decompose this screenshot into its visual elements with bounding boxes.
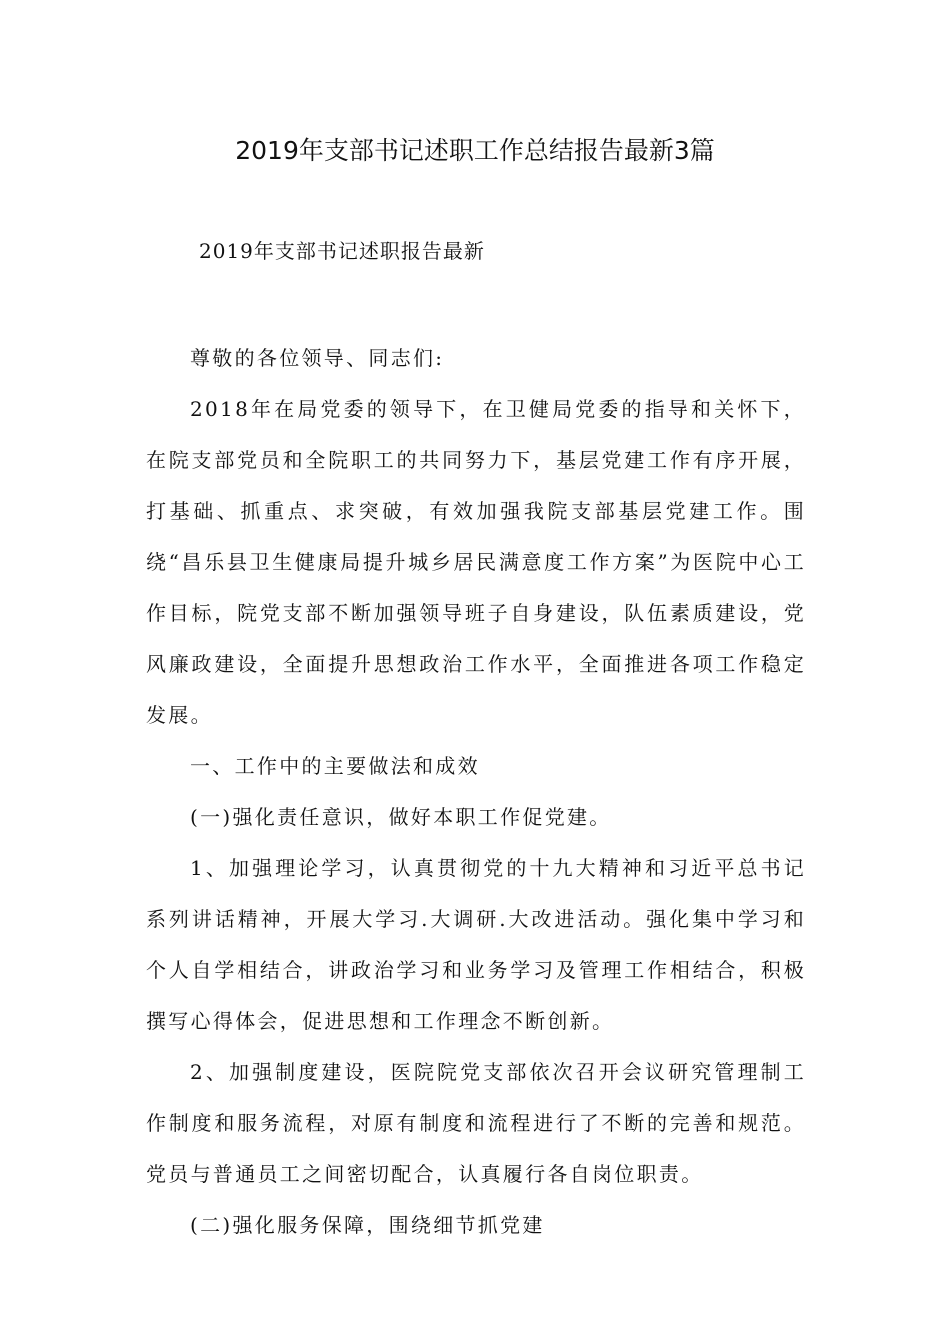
intro-paragraph: 2018年在局党委的领导下，在卫健局党委的指导和关怀下，在院支部党员和全院职工的共同努力下，基层党建工作有序开展，打基础、抓重点、求突破，有效加强我院支部基层党建工作。围绕“昌乐县卫生健康局提升城乡居民满意度工作方案”为医院中心工作目标，院党支部不断加强领导班子自身建设，队伍素质建设，党风廉政建设，全面提升思想政治工作水平，全面推进各项工作稳定发展。 — [146, 397, 806, 727]
body-paragraph: 1、加强理论学习，认真贯彻党的十九大精神和习近平总书记系列讲话精神，开展大学习.大调研.大改进活动。强化集中学习和个人自学相结合，讲政治学习和业务学习及管理工作相结合，积极撰写心得体会，促进思想和工作理念不断创新。 — [146, 856, 806, 1033]
document-title: 2019年支部书记述职工作总结报告最新3篇 — [235, 136, 715, 165]
salutation-paragraph: 尊敬的各位领导、同志们: — [190, 346, 445, 370]
section-heading: 一、工作中的主要做法和成效 — [190, 754, 480, 778]
document-body — [146, 333, 806, 1251]
body-paragraph: 2、加强制度建设，医院院党支部依次召开会议研究管理制工作制度和服务流程，对原有制度和流程进行了不断的完善和规范。党员与普通员工之间密切配合，认真履行各自岗位职责。 — [146, 1060, 806, 1186]
subsection-heading: (一)强化责任意识，做好本职工作促党建。 — [190, 805, 612, 829]
subsection-heading: (二)强化服务保障，围绕细节抓党建 — [190, 1213, 545, 1237]
document-subtitle: 2019年支部书记述职报告最新 — [199, 239, 485, 263]
